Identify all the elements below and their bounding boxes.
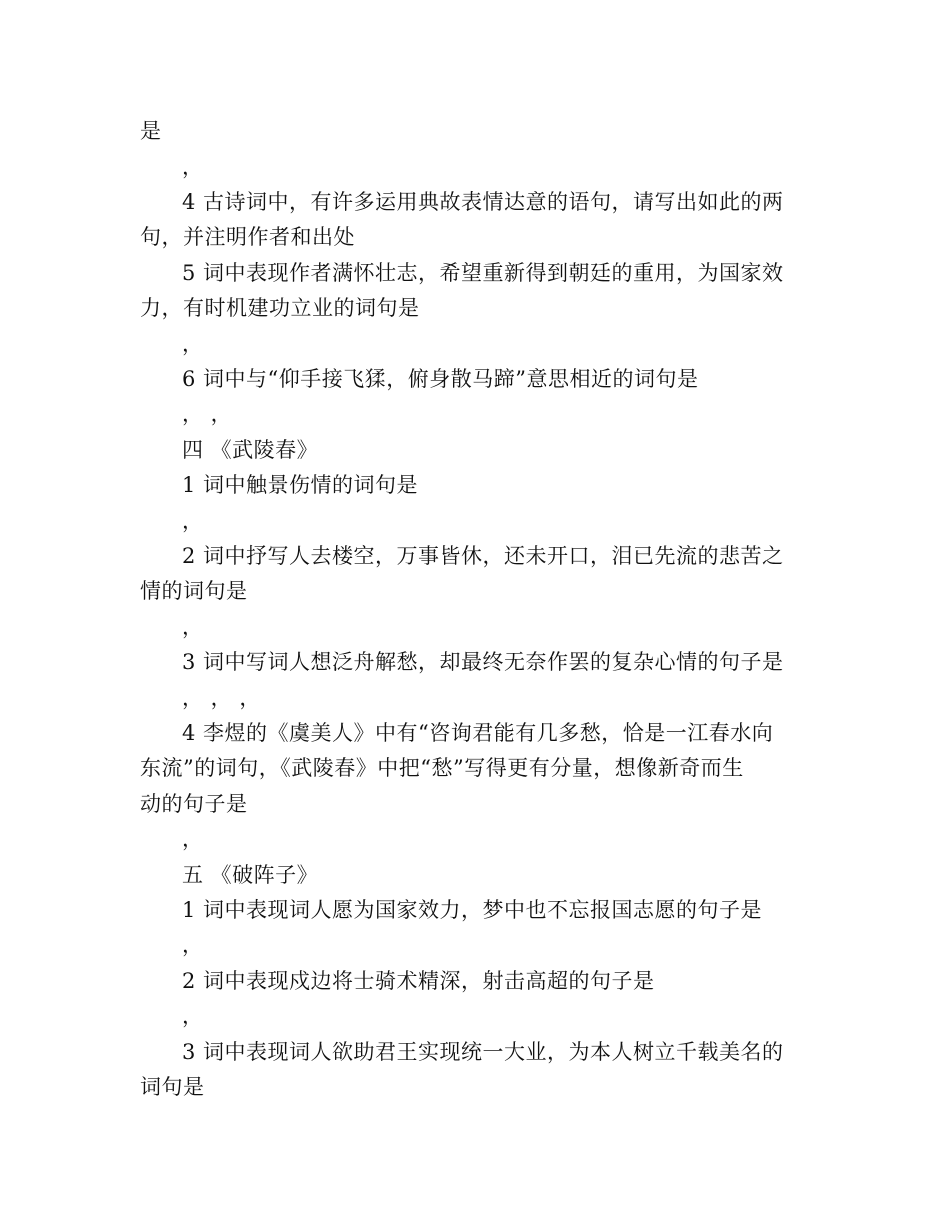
- text-line: 1 词中触景伤情的词句是: [182, 473, 419, 497]
- text-line: 3 词中表现词人欲助君王实现统一大业，为本人树立千载美名的: [182, 1040, 784, 1064]
- text-line: 5 词中表现作者满怀壮志，希望重新得到朝廷的重用，为国家效: [182, 261, 784, 285]
- section-heading: 五 《破阵子》: [182, 863, 319, 887]
- text-line: ， ， ，: [182, 686, 261, 710]
- text-line: 4 古诗词中，有许多运用典故表情达意的语句，请写出如此的两: [182, 190, 784, 214]
- text-line: ，: [182, 1004, 204, 1028]
- text-line: 6 词中与“仰手接飞猱，俯身散马蹄”意思相近的词句是: [182, 367, 699, 391]
- text-line: 4 李煜的《虞美人》中有“咨询君能有几多愁，恰是一江春水向: [182, 721, 774, 745]
- text-line: 句，并注明作者和出处: [140, 225, 355, 249]
- text-line: 2 词中表现戍边将士骑术精深，射击高超的句子是: [182, 969, 655, 993]
- text-line: 3 词中写词人想泛舟解愁，却最终无奈作罢的复杂心情的句子是: [182, 650, 784, 674]
- text-line: ，: [182, 615, 204, 639]
- text-line: ，: [182, 509, 204, 533]
- text-line: 2 词中抒写人去楼空，万事皆休，还未开口，泪已先流的悲苦之: [182, 544, 784, 568]
- text-line: 动的句子是: [140, 792, 248, 816]
- text-line: ， ，: [182, 402, 233, 426]
- text-line: ，: [182, 155, 204, 179]
- text-line: ，: [182, 332, 204, 356]
- text-line: 是: [140, 119, 162, 143]
- text-line: 东流”的词句，《武陵春》中把“愁”写得更有分量，想像新奇而生: [140, 756, 744, 780]
- text-line: 情的词句是: [140, 579, 248, 603]
- text-line: ，: [182, 933, 204, 957]
- section-heading: 四 《武陵春》: [182, 438, 319, 462]
- text-line: 力，有时机建功立业的词句是: [140, 296, 420, 320]
- text-line: 词句是: [140, 1075, 205, 1099]
- text-line: ，: [182, 827, 204, 851]
- text-line: 1 词中表现词人愿为国家效力，梦中也不忘报国志愿的句子是: [182, 898, 763, 922]
